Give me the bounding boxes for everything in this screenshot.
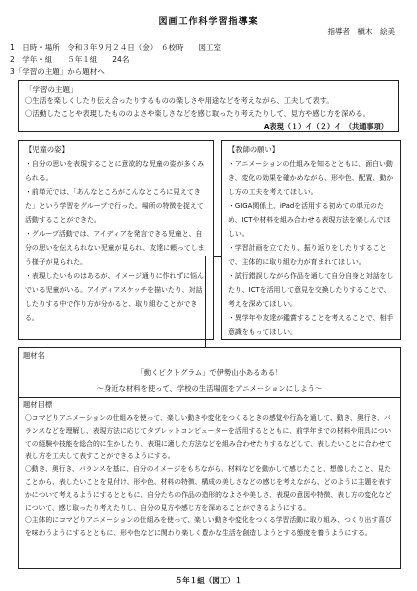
connector-line xyxy=(205,256,206,347)
info-grade-class: 2 学年・組 ５年１組 24名 xyxy=(10,55,130,64)
teacher-wish-box xyxy=(221,140,401,340)
student-profile-box xyxy=(18,140,214,340)
student-profile-heading: 【児童の姿】 xyxy=(25,145,69,154)
teacher-wish-heading: 【教師の願い】 xyxy=(228,145,280,154)
info-theme-heading: 3「学習の主題」から題材へ xyxy=(10,67,105,76)
unit-subtitle: ～身近な材料を使って、学校の生活場面をアニメーションにしよう～ xyxy=(96,384,323,393)
list-item: ・アニメーションの仕組みを知るとともに、面白い動き、変化の効果を確かめながら、形や色、配置、動かし方の工夫を考えてほしい。 xyxy=(228,160,394,196)
list-item: ・試行錯誤しながら作品を通して自分自身と対話をしたり、ICTを活用して意見を交換したりすることで、考えを深めてほしい。 xyxy=(228,272,394,308)
goal-paragraph: 〇動き、奥行き、バランスを基に、自分のイメージをもちながら、材料などを動かして感じたこと、想像したこと、見たことから、表したいことを見付け、形や色、材料の特徴、構成の美しさなどの感じを考えながら、どのように主題を表すかについて考えるようにするとともに、自分たちの作品の造形的なよさや美しさ、表現の意図や特徴、表し方の変化などについて、感じ取ったり考えたりし、自分の見方や感じ方を深めることができるようにする。 xyxy=(25,465,392,512)
list-item: ・学習計画を立てたり、振り返りをしたりすることで、主体的に取り組む力が育まれてほしい。 xyxy=(228,244,387,266)
list-item: ・自分の思いを表現することに意欲的な児童の姿が多くみられる。 xyxy=(25,160,205,182)
list-item: ・グループ活動では、アイディアを発言できる児童と、自分の思いを伝えられない児童が見られ、友達に頼ってしまう様子が見られた。 xyxy=(25,230,205,266)
unit-box xyxy=(18,347,401,569)
goal-paragraph: 〇主体的にコマどりアニメーションの仕組みを使って、楽しい動きや変化をつくる学習活動に取り組み、つくり出す喜びを味わうようにするとともに、形や色などに関わり楽しく豊かな生活を創造しようとする態度を養うようにする。 xyxy=(25,516,392,538)
info-datetime-place: 1 日時・場所 令和３年９月２４日（金） ６校時 図工室 xyxy=(10,43,222,52)
document-title: 図画工作科学習指導案 xyxy=(158,17,259,27)
page-footer: ５年１組（図工）１ xyxy=(174,576,243,585)
goal-paragraph: 〇コマどりアニメーションの仕組みを使って、楽しい動きや変化をつくるときの感覚や行為を通して、動き、奥行き、バランスなどを理解し、表現方法に応じてタブレットコンピューターを活用するとともに、前学年までの材料や用具についての経験や技能を総合的に生かしたり、表現に適した方法などを組み合わせたりするなどして、表したいことに合わせて表し方を工夫して表すことができるようにする。 xyxy=(25,414,392,461)
teacher-wish-list xyxy=(228,157,395,339)
student-profile-list xyxy=(25,157,208,325)
list-item: ・GIGA関係上、iPadを活用する初めての単元のため、ICTや材料を組み合わせる表現方法を楽しんでほしい。 xyxy=(228,202,391,238)
theme-line-1: 〇生活を楽しくしたり伝え合ったりするものの楽しさや用途などを考えながら、工夫して表す。 xyxy=(25,96,334,105)
connector-line xyxy=(214,256,221,257)
theme-heading: 「学習の主題」 xyxy=(25,85,78,94)
list-item: ・表現したいものはあるが、イメージ通りに作れずに悩んでいる児童がいる。アイディアスケッチを描いたり、対話したりする中で作り方が分かると、取り組むことができる。 xyxy=(25,272,204,322)
unit-name-label: 題材名 xyxy=(23,351,45,360)
list-item: ・前単元では、「あんなところがこんなところに見えてきた」という学習をグループで行った。場所の特徴を捉えて活動することができた。 xyxy=(25,188,204,224)
section-divider xyxy=(19,397,400,398)
unit-title: 「動くピクトグラム」で伊勢山小あるある！ xyxy=(136,368,283,377)
unit-goal-label: 題材目標 xyxy=(23,400,53,409)
list-item: ・異学年や友達が鑑賞することを考えることで、相手意識をもってほしい。 xyxy=(228,314,394,336)
learning-theme-box xyxy=(18,80,399,132)
author-name: 指導者 槇木 絵美 xyxy=(327,27,395,36)
curriculum-standard: A表現（１）イ（２）イ （共通事項） xyxy=(263,122,388,131)
theme-line-2: 〇活動したことや表現したもののよさや楽しさなどを感じ取ったり考えたりして、見方や感じ方を深める。 xyxy=(25,109,370,118)
unit-goals xyxy=(25,412,394,540)
